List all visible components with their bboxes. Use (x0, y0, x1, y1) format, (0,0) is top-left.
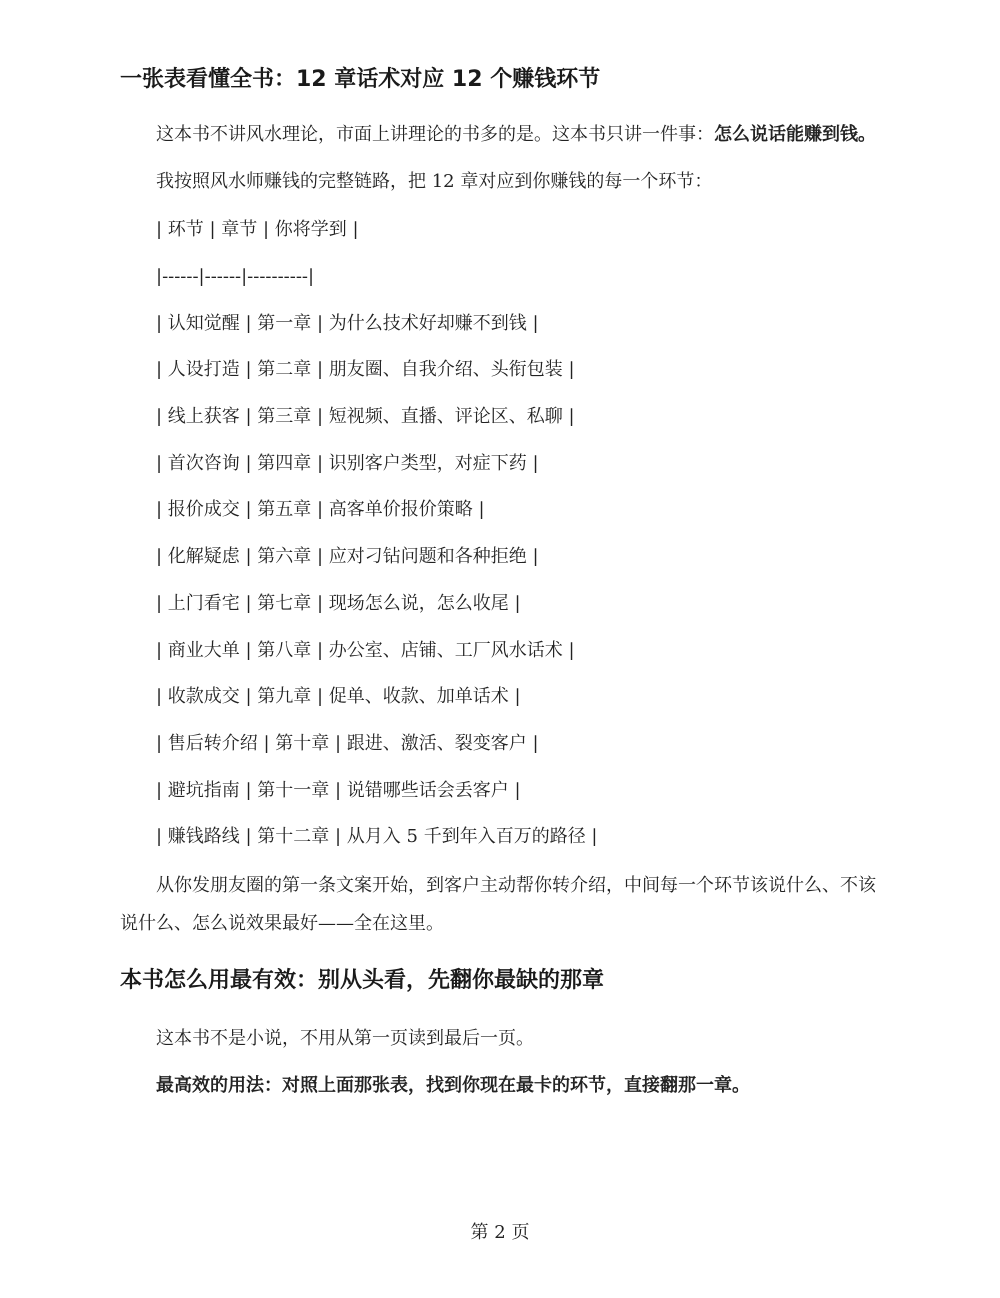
table-row: | 化解疑虑 | 第六章 | 应对刁钻问题和各种拒绝 | (156, 546, 539, 568)
intro-text: 这本书不讲风水理论，市面上讲理论的书多的是。这本书只讲一件事： (156, 124, 714, 145)
usage-paragraph: 这本书不是小说，不用从第一页读到最后一页。 (156, 1027, 534, 1049)
section-heading: 一张表看懂全书：12 章话术对应 12 个赚钱环节 (120, 67, 601, 92)
intro-paragraph (120, 116, 880, 154)
table-row: | 线上获客 | 第三章 | 短视频、直播、评论区、私聊 | (156, 406, 575, 428)
table-row: | 人设打造 | 第二章 | 朋友圈、自我介绍、头衔包装 | (156, 359, 575, 381)
table-row: |------|------|----------| (156, 266, 315, 288)
chapter-table (120, 207, 880, 861)
table-row: | 上门看宅 | 第七章 | 现场怎么说，怎么收尾 | (156, 592, 521, 614)
table-row: | 售后转介绍 | 第十章 | 跟进、激活、裂变客户 | (156, 732, 539, 754)
table-row: | 商业大单 | 第八章 | 办公室、店铺、工厂风水话术 | (156, 639, 575, 661)
table-row: | 赚钱路线 | 第十二章 | 从月入 5 千到年入百万的路径 | (156, 826, 598, 848)
table-row: | 认知觉醒 | 第一章 | 为什么技术好却赚不到钱 | (156, 312, 539, 334)
section-heading: 本书怎么用最有效：别从头看，先翻你最缺的那章 (120, 967, 605, 993)
usage-emphasis: 最高效的用法：对照上面那张表，找到你现在最卡的环节，直接翻那一章。 (156, 1074, 750, 1096)
table-row: | 收款成交 | 第九章 | 促单、收款、加单话术 | (156, 686, 521, 708)
table-row: | 避坑指南 | 第十一章 | 说错哪些话会丢客户 | (156, 779, 521, 801)
page-number: 第 2 页 (470, 1222, 530, 1243)
closing-paragraph: 从你发朋友圈的第一条文案开始，到客户主动帮你转介绍，中间每一个环节该说什么、不该说什么、怎么说效果最好——全在这里。 (120, 874, 876, 934)
lead-paragraph: 我按照风水师赚钱的完整链路，把 12 章对应到你赚钱的每一个环节： (156, 171, 713, 192)
table-row: | 首次咨询 | 第四章 | 识别客户类型，对症下药 | (156, 452, 539, 474)
usage-emphasis-paragraph (120, 1067, 880, 1105)
table-row: | 环节 | 章节 | 你将学到 | (156, 219, 359, 241)
intro-emphasis: 怎么说话能赚到钱。 (714, 124, 876, 145)
table-row: | 报价成交 | 第五章 | 高客单价报价策略 | (156, 499, 485, 521)
